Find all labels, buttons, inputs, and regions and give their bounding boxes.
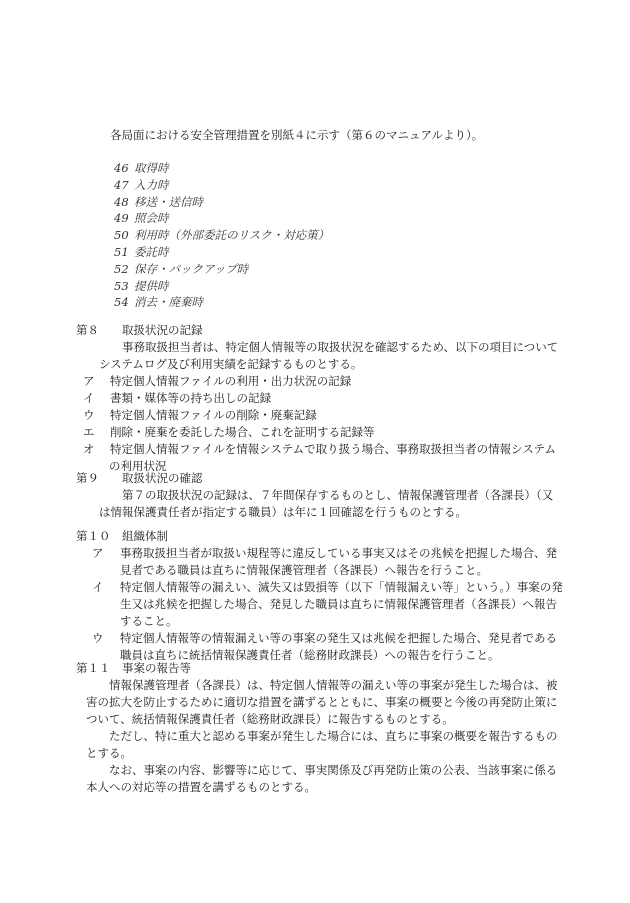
- list-item: イ 特定個人情報等の漏えい、滅失又は毀損等（以下「情報漏えい等」という。）事案の発生又は兆候を把握した場合、発見した職員は直ちに情報保護管理者（各課長）へ報告すること。: [92, 580, 563, 628]
- section-8: [76, 322, 564, 475]
- section-paragraph: 情報保護管理者（各課長）は、特定個人情報等の漏えい等の事案が発生した場合は、被害の拡大を防止するために適切な措置を講ずるとともに、事案の概要と今後の再発防止策について、統括情報保護責任者（総務財政課長）に報告するものとする。: [86, 678, 558, 726]
- measure-item: 51 委託時: [114, 244, 169, 259]
- section-heading: 第８ 取扱状況の記録: [76, 323, 203, 337]
- section-paragraph: 第７の取扱状況の記録は、７年間保存するものとし、情報保護管理者（各課長）（又は情報保護責任者が指定する職員）は年に１回確認を行うものとする。: [99, 488, 554, 519]
- list-item: エ 削除・廃棄を委託した場合、これを証明する記録等: [83, 425, 375, 439]
- list-item: ウ 特定個人情報ファイルの削除・廃棄記録: [83, 408, 317, 422]
- section-10: [76, 528, 564, 664]
- measure-list: [114, 160, 329, 311]
- intro-text: 各局面における安全管理措置を別紙４に示す（第６のマニュアルより）。: [110, 128, 484, 142]
- measure-item: 52 保存・バックアップ時: [114, 261, 249, 276]
- list-item: ア 特定個人情報ファイルの利用・出力状況の記録: [83, 374, 352, 388]
- list-item: イ 書類・媒体等の持ち出しの記録: [83, 391, 271, 405]
- section-paragraph: ただし、特に重大と認める事案が発生した場合には、直ちに事案の概要を報告するものとする。: [86, 729, 558, 760]
- section-heading: 第１１ 事案の報告等: [76, 661, 191, 675]
- measure-item: 50 利用時（外部委託のリスク・対応策）: [114, 228, 330, 243]
- measure-item: 48 移送・送信時: [114, 194, 203, 209]
- measure-item: 47 入力時: [114, 177, 169, 192]
- list-item: ア 事務取扱担当者が取扱い規程等に違反している事実又はその兆候を把握した場合、発見者である職員は直ちに情報保護管理者（各課長）へ報告を行うこと。: [92, 546, 557, 577]
- measure-item: 46 取得時: [114, 161, 169, 175]
- section-heading: 第１０ 組織体制: [76, 529, 168, 543]
- list-item: ウ 特定個人情報等の情報漏えい等の事案の発生又は兆候を把握した場合、発見者である職員は直ちに統括情報保護責任者（総務財政課長）への報告を行うこと。: [92, 631, 557, 662]
- section-9: [76, 470, 564, 521]
- list-item: オ 特定個人情報ファイルを情報システムで取り扱う場合、事務取扱担当者の情報システムの利用状況: [83, 442, 556, 473]
- measure-item: 53 提供時: [114, 278, 169, 293]
- measure-item: 54 消去・廃棄時: [114, 295, 203, 310]
- section-heading: 第９ 取扱状況の確認: [76, 471, 203, 485]
- section-11: [76, 660, 564, 796]
- section-paragraph: なお、事案の内容、影響等に応じて、事実関係及び再発防止策の公表、当該事案に係る本人への対応等の措置を講ずるものとする。: [86, 763, 558, 794]
- measure-item: 49 照会時: [114, 211, 169, 226]
- item-list: [76, 545, 564, 664]
- item-list: [76, 373, 564, 475]
- section-paragraph: 事務取扱担当者は、特定個人情報等の取扱状況を確認するため、以下の項目についてシステムログ及び利用実績を記録するものとする。: [99, 340, 559, 371]
